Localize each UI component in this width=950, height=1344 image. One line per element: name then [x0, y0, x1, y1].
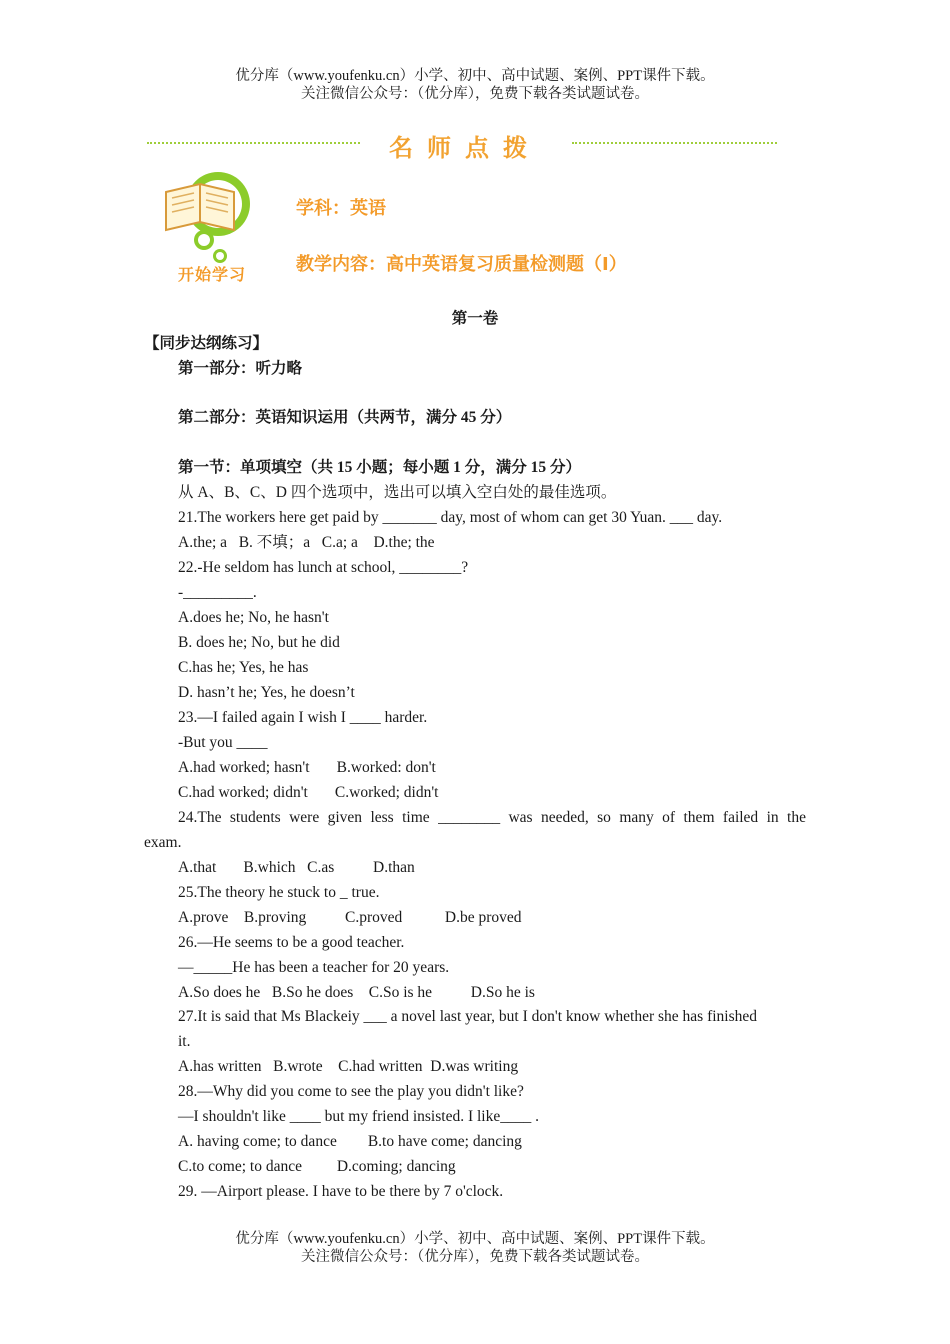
question-28-options-cd: C.to come; to dance D.coming; dancing	[178, 1158, 456, 1175]
question-28: 28.—Why did you come to see the play you didn't like?	[178, 1083, 524, 1100]
question-24-cont: exam.	[144, 834, 182, 851]
question-27-options: A.has written B.wrote C.had written D.was writing	[178, 1058, 519, 1075]
question-23-reply: -But you ____	[178, 734, 268, 751]
question-23: 23.—I failed again I wish I ____ harder.	[178, 709, 428, 726]
question-24-options: A.that B.which C.as D.than	[178, 859, 415, 876]
content-label: 教学内容：高中英语复习质量检测题（Ⅰ）	[296, 254, 627, 275]
banner-divider-right	[572, 142, 777, 144]
question-29: 29. —Airport please. I have to be there by 7 o'clock.	[178, 1183, 504, 1200]
question-26-options: A.So does he B.So he does C.So is he D.So he is	[178, 984, 535, 1001]
question-21: 21.The workers here get paid by _______ day, most of whom can get 30 Yuan. ___ day.	[178, 509, 723, 526]
header-line-2: 关注微信公众号：（优分库），免费下载各类试题试卷。	[301, 86, 649, 102]
question-26-reply: —_____He has been a teacher for 20 years.	[178, 959, 450, 976]
instruction: 从 A、B、C、D 四个选项中，选出可以填入空白处的最佳选项。	[178, 484, 617, 501]
question-22-option-c: C.has he; Yes, he has	[178, 659, 309, 676]
question-22: 22.-He seldom has lunch at school, ________?	[178, 559, 469, 576]
start-learning-text: 开始学习	[178, 265, 247, 284]
question-25-options: A.prove B.proving C.proved D.be proved	[178, 909, 522, 926]
part-2-heading: 第二部分：英语知识运用（共两节，满分 45 分）	[178, 409, 512, 426]
question-23-options-cd: C.had worked; didn't C.worked; didn't	[178, 784, 439, 801]
question-27: 27.It is said that Ms Blackeiy ___ a novel last year, but I don't know whether she has finished	[178, 1008, 758, 1025]
question-25: 25.The theory he stuck to _ true.	[178, 884, 380, 901]
question-28-options-ab: A. having come; to dance B.to have come; dancing	[178, 1133, 522, 1150]
question-26: 26.—He seems to be a good teacher.	[178, 934, 405, 951]
question-22-reply: -_________.	[178, 584, 257, 601]
banner-title: 名师点拨	[389, 133, 541, 162]
question-28-reply: —I shouldn't like ____ but my friend insisted. I like____ .	[178, 1108, 539, 1125]
question-22-option-b: B. does he; No, but he did	[178, 634, 340, 651]
footer-line-2: 关注微信公众号：（优分库），免费下载各类试题试卷。	[301, 1249, 649, 1265]
question-22-option-a: A.does he; No, he hasn't	[178, 609, 329, 626]
volume-title: 第一卷	[451, 310, 499, 327]
header-line-1: 优分库（www.youfenku.cn）小学、初中、高中试题、案例、PPT课件下载。	[235, 68, 715, 84]
subject-label: 学科：英语	[296, 198, 386, 219]
question-21-options: A.the; a B. 不填；a C.a; a D.the; the	[178, 534, 435, 551]
section-tag: 【同步达纲练习】	[144, 335, 269, 352]
start-learning-logo	[160, 170, 270, 290]
banner	[147, 128, 777, 162]
question-22-option-d: D. hasn’t he; Yes, he doesn’t	[178, 684, 355, 701]
question-27-cont: it.	[178, 1033, 191, 1050]
question-24: 24.The students were given less time ________ was needed, so many of them failed in the	[178, 809, 806, 826]
question-23-options-ab: A.had worked; hasn't B.worked: don't	[178, 759, 436, 776]
footer-line-1: 优分库（www.youfenku.cn）小学、初中、高中试题、案例、PPT课件下载。	[235, 1231, 715, 1247]
section-1-heading: 第一节：单项填空（共 15 小题；每小题 1 分，满分 15 分）	[178, 459, 582, 476]
part-1-heading: 第一部分：听力略	[178, 360, 303, 377]
banner-divider-left	[147, 142, 360, 144]
